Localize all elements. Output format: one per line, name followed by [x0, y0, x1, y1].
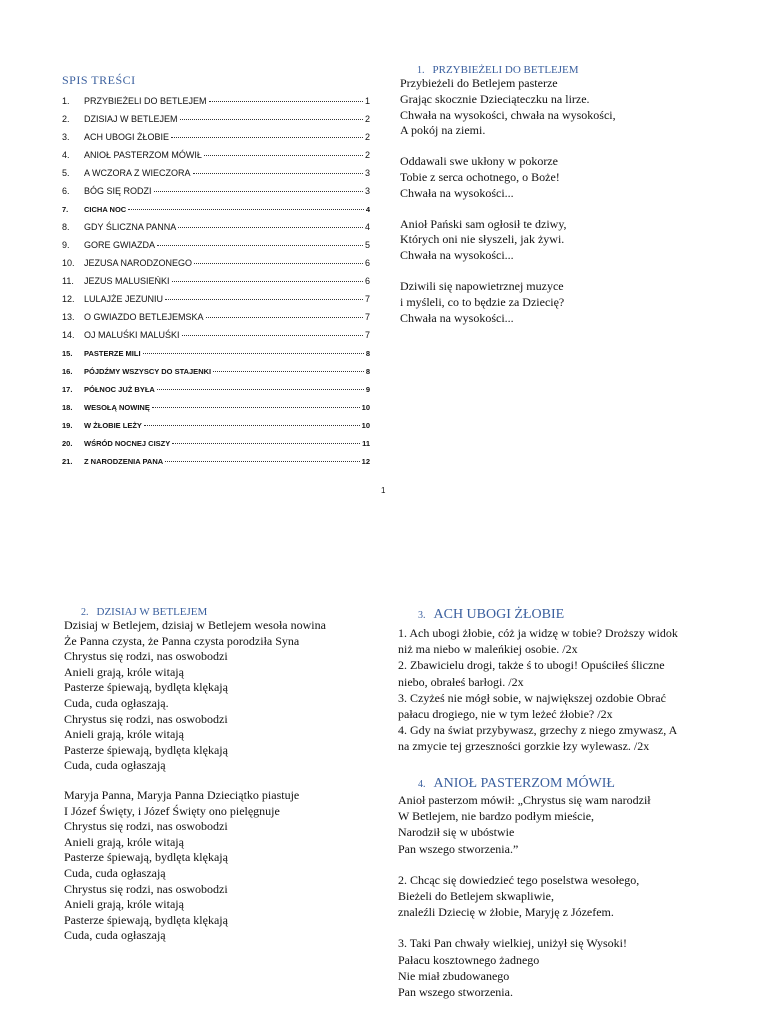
toc-entry-number: 11.	[62, 276, 74, 286]
toc-entry-page: 5	[364, 240, 370, 250]
toc-leader-dots	[194, 263, 363, 264]
song-3-title: 3. ACH UBOGI ŻŁOBIE	[418, 607, 565, 622]
toc-leader-dots	[182, 335, 363, 336]
song-2-stanza: Maryja Panna, Maryja Panna Dzieciątko piastuje I Józef Święty, i Józef Święty ono pielęgnuje Chrystus się rodzi, nas oswobodzi Anieli grają, króle witają Pasterze śpiewają, bydlęta klękają Cuda, cuda ogłaszają Chrystus się rodzi, nas oswobodzi Anieli grają, króle witają Pasterze śpiewają, bydlęta klękają Cuda, cuda ogłaszają	[64, 787, 300, 943]
toc-entry-label: WESOŁĄ NOWINĘ	[84, 403, 150, 412]
toc-entry-label: A WCZORA Z WIECZORA	[84, 168, 191, 178]
toc-entry[interactable]	[62, 430, 370, 448]
toc-entry-number: 5.	[62, 168, 70, 178]
toc-entry[interactable]	[62, 322, 370, 340]
toc-entry[interactable]	[62, 106, 370, 124]
toc-entry-label: OJ MALUŚKI MALUŚKI	[84, 330, 180, 340]
toc-entry-label: GORE GWIAZDA	[84, 240, 156, 250]
toc-entry-number: 10.	[62, 258, 75, 268]
toc-leader-dots	[209, 101, 363, 102]
toc-entry[interactable]	[62, 412, 370, 430]
toc-entry-page: 4	[365, 205, 370, 214]
toc-title: SPIS TREŚCI	[62, 73, 136, 87]
toc-entry-label: PÓŁNOC JUŻ BYŁA	[84, 385, 155, 394]
toc-entry[interactable]	[62, 304, 370, 322]
toc-entry-page: 8	[365, 349, 370, 358]
toc-entry-number: 2.	[62, 114, 70, 124]
toc-entry-page: 8	[365, 367, 370, 376]
toc-leader-dots	[152, 407, 360, 408]
song-1-title: 1. PRZYBIEŻELI DO BETLEJEM	[417, 64, 579, 76]
toc-entry[interactable]	[62, 394, 370, 412]
toc-leader-dots	[165, 461, 359, 462]
toc-entry-label: LULAJŻE JEZUNIU	[84, 294, 164, 304]
toc-entry-page: 6	[364, 258, 370, 268]
toc-entry-label: PASTERZE MILI	[84, 349, 141, 358]
song-4	[398, 776, 738, 1000]
song-3	[398, 607, 738, 755]
song-4-stanza: 2. Chcąc się dowiedzieć tego poselstwa wesołego, Bieżeli do Betlejem skwapliwie, znaleźli Dziecię w żłobie, Maryję z Józefem.	[398, 872, 640, 920]
toc-entry-label: CICHA NOC	[84, 205, 127, 214]
toc-entry-label: GDY ŚLICZNA PANNA	[84, 222, 177, 232]
toc-entry-page: 3	[364, 168, 370, 178]
toc-entry-label: O GWIAZDO BETLEJEMSKA	[84, 312, 204, 322]
toc-entry[interactable]	[62, 232, 370, 250]
toc-leader-dots	[213, 371, 364, 372]
song-4-stanza: 3. Taki Pan chwały wielkiej, uniżył się Wysoki! Pałacu kosztownego żadnego Nie miał zbudowanego Pan wszego stworzenia.	[398, 936, 627, 1000]
toc-entry-number: 21.	[62, 457, 73, 466]
toc-entry[interactable]	[62, 214, 370, 232]
toc-entry-number: 3.	[62, 132, 70, 142]
toc-leader-dots	[172, 443, 360, 444]
toc-entry-page: 2	[364, 114, 370, 124]
toc-entry-number: 18.	[62, 403, 73, 412]
toc-entry[interactable]	[62, 340, 370, 358]
toc-leader-dots	[172, 281, 363, 282]
toc-entry[interactable]	[62, 124, 370, 142]
toc-leader-dots	[157, 245, 363, 246]
page-number: 1	[381, 486, 386, 495]
song-4-title: 4. ANIOŁ PASTERZOM MÓWIŁ	[418, 776, 615, 791]
toc-entry-page: 9	[365, 385, 370, 394]
toc-entry-page: 1	[364, 96, 370, 106]
toc-entry-page: 11	[362, 439, 370, 448]
toc-entry-label: PÓJDŹMY WSZYSCY DO STAJENKI	[84, 367, 212, 376]
toc-entry-number: 15.	[62, 349, 73, 358]
toc-entry-label: DZISIAJ W BETLEJEM	[84, 114, 178, 124]
toc-entry-number: 8.	[62, 222, 70, 232]
song-1	[400, 64, 740, 326]
table-of-contents	[62, 88, 370, 466]
toc-entry-number: 17.	[62, 385, 73, 394]
toc-entry-label: PRZYBIEŻELI DO BETLEJEM	[84, 96, 207, 106]
toc-entry-page: 3	[364, 186, 370, 196]
toc-entry-label: BÓG SIĘ RODZI	[84, 186, 152, 196]
toc-entry-page: 2	[364, 132, 370, 142]
song-3-text: 1. Ach ubogi żłobie, cóż ja widzę w tobie? Droższy widok niż ma niebo w maleńkiej osobie. /2x 2. Zbawicielu drogi, także ś to ubogi! Opuściłeś śliczne niebo, obrałeś barłogi. /2x 3. Czyżeś nie mógł sobie, w największej ozdobie Obrać pałacu drogiego, nie w tym leżeć żłobie? /2x 4. Gdy na świat przybywasz, grzechy z niego zmywasz, A na zmycie tej grzeszności gorzkie łzy wylewasz. /2x	[398, 626, 678, 754]
song-2-title: 2. DZISIAJ W BETLEJEM	[81, 606, 208, 618]
toc-entry[interactable]	[62, 88, 370, 106]
toc-leader-dots	[165, 299, 363, 300]
toc-leader-dots	[204, 155, 363, 156]
toc-entry[interactable]	[62, 142, 370, 160]
toc-entry-number: 13.	[62, 312, 75, 322]
toc-leader-dots	[193, 173, 363, 174]
toc-entry-number: 20.	[62, 439, 73, 448]
song-4-stanza: Anioł pasterzom mówił: „Chrystus się wam narodził W Betlejem, nie bardzo podłym mieście, Narodził się w ubóstwie Pan wszego stworzenia.”	[398, 793, 651, 856]
toc-entry[interactable]	[62, 160, 370, 178]
toc-entry[interactable]	[62, 376, 370, 394]
toc-leader-dots	[206, 317, 363, 318]
toc-leader-dots	[154, 191, 363, 192]
song-2	[64, 606, 384, 944]
toc-entry-number: 14.	[62, 330, 75, 340]
toc-entry[interactable]	[62, 358, 370, 376]
toc-entry-label: WŚRÓD NOCNEJ CISZY	[84, 439, 171, 448]
toc-entry[interactable]	[62, 178, 370, 196]
song-1-stanza: Oddawali swe ukłony w pokorze Tobie z serca ochotnego, o Boże! Chwała na wysokości...	[400, 154, 560, 200]
toc-entry-page: 6	[364, 276, 370, 286]
toc-entry-page: 7	[364, 312, 370, 322]
toc-leader-dots	[157, 389, 364, 390]
toc-entry-page: 10	[361, 403, 370, 412]
toc-leader-dots	[143, 353, 364, 354]
toc-entry-page: 7	[364, 330, 370, 340]
toc-entry-number: 1.	[62, 96, 70, 106]
toc-entry-label: W ŻŁOBIE LEŻY	[84, 421, 142, 430]
song-1-stanza: Przybieżeli do Betlejem pasterze Grając skocznie Dzieciąteczku na lirze. Chwała na wysokości, chwała na wysokości, A pokój na ziemi.	[400, 76, 616, 138]
toc-leader-dots	[144, 425, 360, 426]
toc-entry-label: ACH UBOGI ŻŁOBIE	[84, 132, 170, 142]
toc-leader-dots	[180, 119, 363, 120]
toc-entry-number: 9.	[62, 240, 70, 250]
song-1-stanza: Dziwili się napowietrznej muzyce i myśleli, co to będzie za Dziecię? Chwała na wysokości...	[400, 278, 565, 325]
toc-entry-number: 6.	[62, 186, 70, 196]
toc-entry-page: 10	[361, 421, 370, 430]
song-2-stanza: Dzisiaj w Betlejem, dzisiaj w Betlejem wesoła nowina Że Panna czysta, że Panna czysta porodziła Syna Chrystus się rodzi, nas oswobodzi Anieli grają, króle witają Pasterze śpiewają, bydlęta klękają Cuda, cuda ogłaszają. Chrystus się rodzi, nas oswobodzi Anieli grają, króle witają Pasterze śpiewają, bydlęta klękają Cuda, cuda ogłaszają	[64, 618, 326, 773]
toc-entry-number: 7.	[62, 205, 69, 214]
toc-entry-label: JEZUS MALUSIEŃKI	[84, 276, 170, 286]
song-1-stanza: Anioł Pański sam ogłosił te dziwy, Których oni nie słyszeli, jak żywi. Chwała na wysokości...	[400, 216, 567, 263]
toc-entry-label: Z NARODZENIA PANA	[84, 457, 164, 466]
toc-entry[interactable]	[62, 448, 370, 466]
toc-entry-number: 19.	[62, 421, 73, 430]
toc-entry-number: 4.	[62, 150, 70, 160]
toc-entry[interactable]	[62, 250, 370, 268]
toc-leader-dots	[171, 137, 363, 138]
toc-entry[interactable]	[62, 268, 370, 286]
toc-entry-page: 2	[364, 150, 370, 160]
toc-entry[interactable]	[62, 286, 370, 304]
toc-leader-dots	[128, 209, 364, 210]
toc-entry-number: 12.	[62, 294, 75, 304]
toc-entry-number: 16.	[62, 367, 73, 376]
toc-entry-label: ANIOŁ PASTERZOM MÓWIŁ	[84, 150, 202, 160]
toc-entry-page: 7	[364, 294, 370, 304]
toc-entry-label: JEZUSA NARODZONEGO	[84, 258, 193, 268]
toc-entry[interactable]	[62, 196, 370, 214]
toc-leader-dots	[178, 227, 363, 228]
toc-entry-page: 4	[364, 222, 370, 232]
toc-entry-page: 12	[361, 457, 370, 466]
